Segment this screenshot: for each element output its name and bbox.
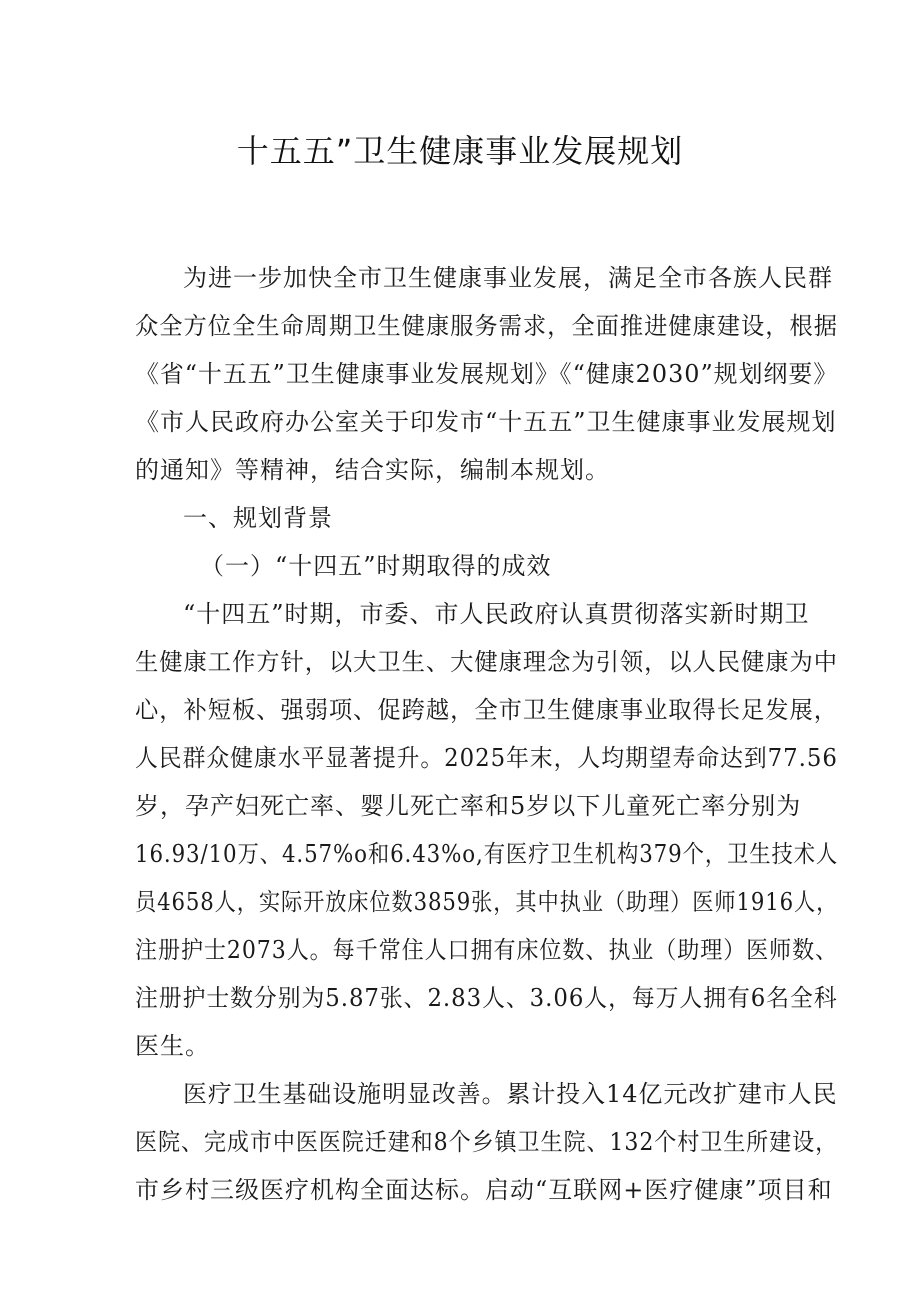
- paragraph-line: 《省“十五五”卫生健康事业发展规划》《“健康2030”规划纲要》: [135, 360, 839, 388]
- document-title: 十五五”卫生健康事业发展规划: [236, 132, 684, 170]
- paragraph-line: 医院、完成市中医医院迁建和8个乡镇卫生院、132个村卫生所建设，: [135, 1128, 839, 1156]
- paragraph-line: 为进一步加快全市卫生健康事业发展，满足全市各族人民群: [183, 264, 833, 292]
- section-heading: 一、规划背景: [183, 504, 333, 532]
- paragraph-line: 16.93/10万、4.57%o和6.43%o,有医疗卫生机构379个，卫生技术人: [135, 840, 839, 868]
- paragraph-line: 人民群众健康水平显著提升。2025年末，人均期望寿命达到77.56: [135, 744, 838, 772]
- paragraph-line: 众全方位全生命周期卫生健康服务需求，全面推进健康建设，根据: [135, 312, 838, 340]
- subsection-heading: （一）“十四五”时期取得的成效: [200, 552, 552, 580]
- paragraph-line: 的通知》等精神，结合实际，编制本规划。: [135, 456, 610, 484]
- paragraph-line: 医疗卫生基础设施明显改善。累计投入14亿元改扩建市人民: [183, 1080, 838, 1108]
- paragraph-line: 岁，孕产妇死亡率、婴儿死亡率和5岁以下儿童死亡率分别为: [135, 792, 802, 820]
- paragraph-line: 生健康工作方针，以大卫生、大健康理念为引领，以人民健康为中: [135, 648, 838, 676]
- paragraph-line: 注册护士数分别为5.87张、2.83人、3.06人，每万人拥有6名全科: [135, 984, 838, 1012]
- paragraph-line: 员4658人，实际开放床位数3859张，其中执业（助理）医师1916人，: [135, 888, 839, 916]
- paragraph-line: 注册护士2073人。每千常住人口拥有床位数、执业（助理）医师数、: [135, 936, 839, 964]
- paragraph-line: 心，补短板、强弱项、促跨越，全市卫生健康事业取得长足发展，: [135, 696, 838, 724]
- paragraph-line: 市乡村三级医疗机构全面达标。启动“互联网+医疗健康”项目和: [135, 1176, 833, 1204]
- paragraph-line: 《市人民政府办公室关于印发市“十五五”卫生健康事业发展规划: [135, 408, 837, 436]
- paragraph-line: 医生。: [135, 1032, 210, 1060]
- paragraph-line: “十四五”时期，市委、市人民政府认真贯彻落实新时期卫: [183, 600, 810, 628]
